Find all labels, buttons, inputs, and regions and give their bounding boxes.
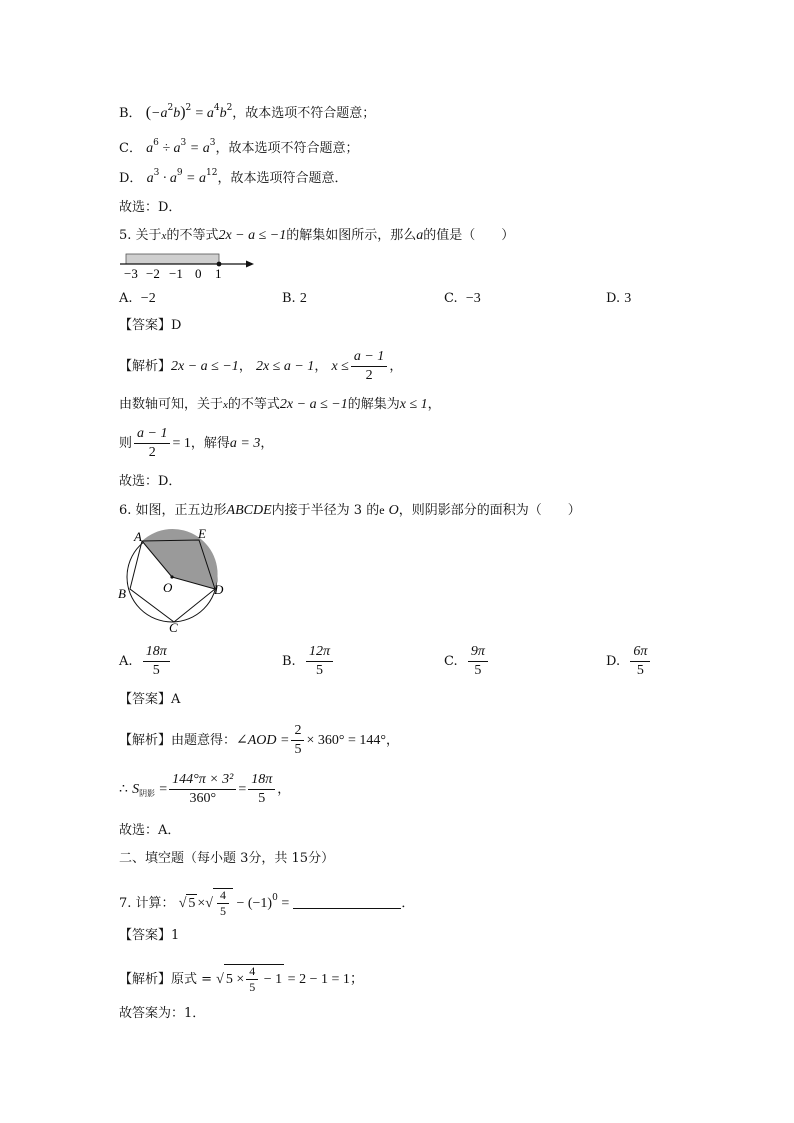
label-a: A xyxy=(134,529,142,544)
label-d: D xyxy=(214,582,224,597)
q5-answer: 【答案】D xyxy=(119,318,182,333)
q5-analysis-line1: 【解析】2x − a ≤ −1， 2x ≤ a − 1， x ≤ $\frac{a - 1}{2}$ ， xyxy=(119,349,403,383)
center-dot xyxy=(170,575,173,578)
label: B． xyxy=(119,106,142,121)
label-b: B xyxy=(118,586,126,601)
arrow-icon xyxy=(246,261,254,268)
q6-analysis-line1: 【解析】由题意得：∠AOD = $\frac{2}{5}$ × 360° = 144°， xyxy=(119,723,399,757)
q6-choice: 故选：A． xyxy=(119,823,181,838)
option-b-line: B． $(-a^2b)^2 = a^4b^2$，故本选项不符合题意； xyxy=(119,103,376,121)
tick-label: −2 xyxy=(146,266,160,281)
q6-stem: 6. 如图，正五边形ABCDE内接于半径为 3 的e O，则阴影部分的面积为（ ） xyxy=(119,503,581,518)
fraction: $\frac{a - 1}{2}$ xyxy=(351,349,387,384)
q5-option-d: D. 3 xyxy=(606,291,632,306)
q7-final: 故答案为：1． xyxy=(119,1006,206,1021)
fraction: $\frac{a - 1}{2}$ xyxy=(134,426,170,461)
q5-choice: 故选：D． xyxy=(119,474,182,489)
tick-label: −3 xyxy=(124,266,138,281)
q6-analysis-line2: ∴ $S_{阴影}$ = $\frac{\text{144°π × 3²}}{360^\circ}$ = $\frac{18\pi}{5}$ ， xyxy=(119,772,291,806)
label-o: O xyxy=(163,580,173,595)
pentagon-circle-figure xyxy=(113,523,233,635)
q5-option-c: C. −3 xyxy=(444,291,481,306)
option-d-line: D． $a^3 \cdot a^9 = a^{12}$，故本选项符合题意． xyxy=(119,168,348,186)
q4-choice: 故选：D． xyxy=(119,200,182,215)
q7-answer: 【答案】1 xyxy=(119,928,180,943)
q5-option-a: A. −2 xyxy=(119,291,156,306)
expression: ( xyxy=(145,104,152,121)
label-e: E xyxy=(198,526,206,541)
tick-label: −1 xyxy=(169,266,183,281)
q6-option-b: B. $\frac{12\pi}{5}$ xyxy=(282,644,335,679)
label-c: C xyxy=(169,620,178,635)
shaded-arc xyxy=(142,529,218,589)
tick-label: 0 xyxy=(195,266,202,281)
number-line-figure xyxy=(116,250,261,282)
solution-shading xyxy=(126,254,219,264)
q6-option-c: C. $\frac{9\pi}{5}$ xyxy=(444,644,490,679)
q5-stem: 5. 关于x的不等式2x − a ≤ −1的解集如图所示，那么a的值是（ ） xyxy=(119,228,515,243)
answer-blank[interactable] xyxy=(293,896,401,909)
q5-analysis-line2: 由数轴可知，关于x的不等式2x − a ≤ −1的解集为x ≤ 1， xyxy=(119,397,441,412)
q5-analysis-line3: 则 $\frac{a - 1}{2}$ = 1，解得a = 3， xyxy=(119,426,274,460)
q7-stem: 7. 计算： √ 5 ×√ $\frac{4}{5}$ − $(-1)^0$ = ． xyxy=(119,888,415,918)
q6-answer: 【答案】A xyxy=(119,692,181,707)
q7-analysis: 【解析】原式 = √ 5 × $\frac{4}{5}$ − 1 = 2 − 1 = 1； xyxy=(119,964,364,994)
tick-label: 1 xyxy=(215,266,222,281)
option-c-line: C． $a^6 \div a^3 = a^3$，故本选项不符合题意； xyxy=(119,138,359,156)
section-heading: 二、填空题（每小题 3分，共 15分） xyxy=(119,851,335,866)
q6-option-d: D. $\frac{6\pi}{5}$ xyxy=(606,644,652,679)
q6-option-a: A. $\frac{18\pi}{5}$ xyxy=(119,644,172,679)
q5-option-b: B. 2 xyxy=(282,291,307,306)
